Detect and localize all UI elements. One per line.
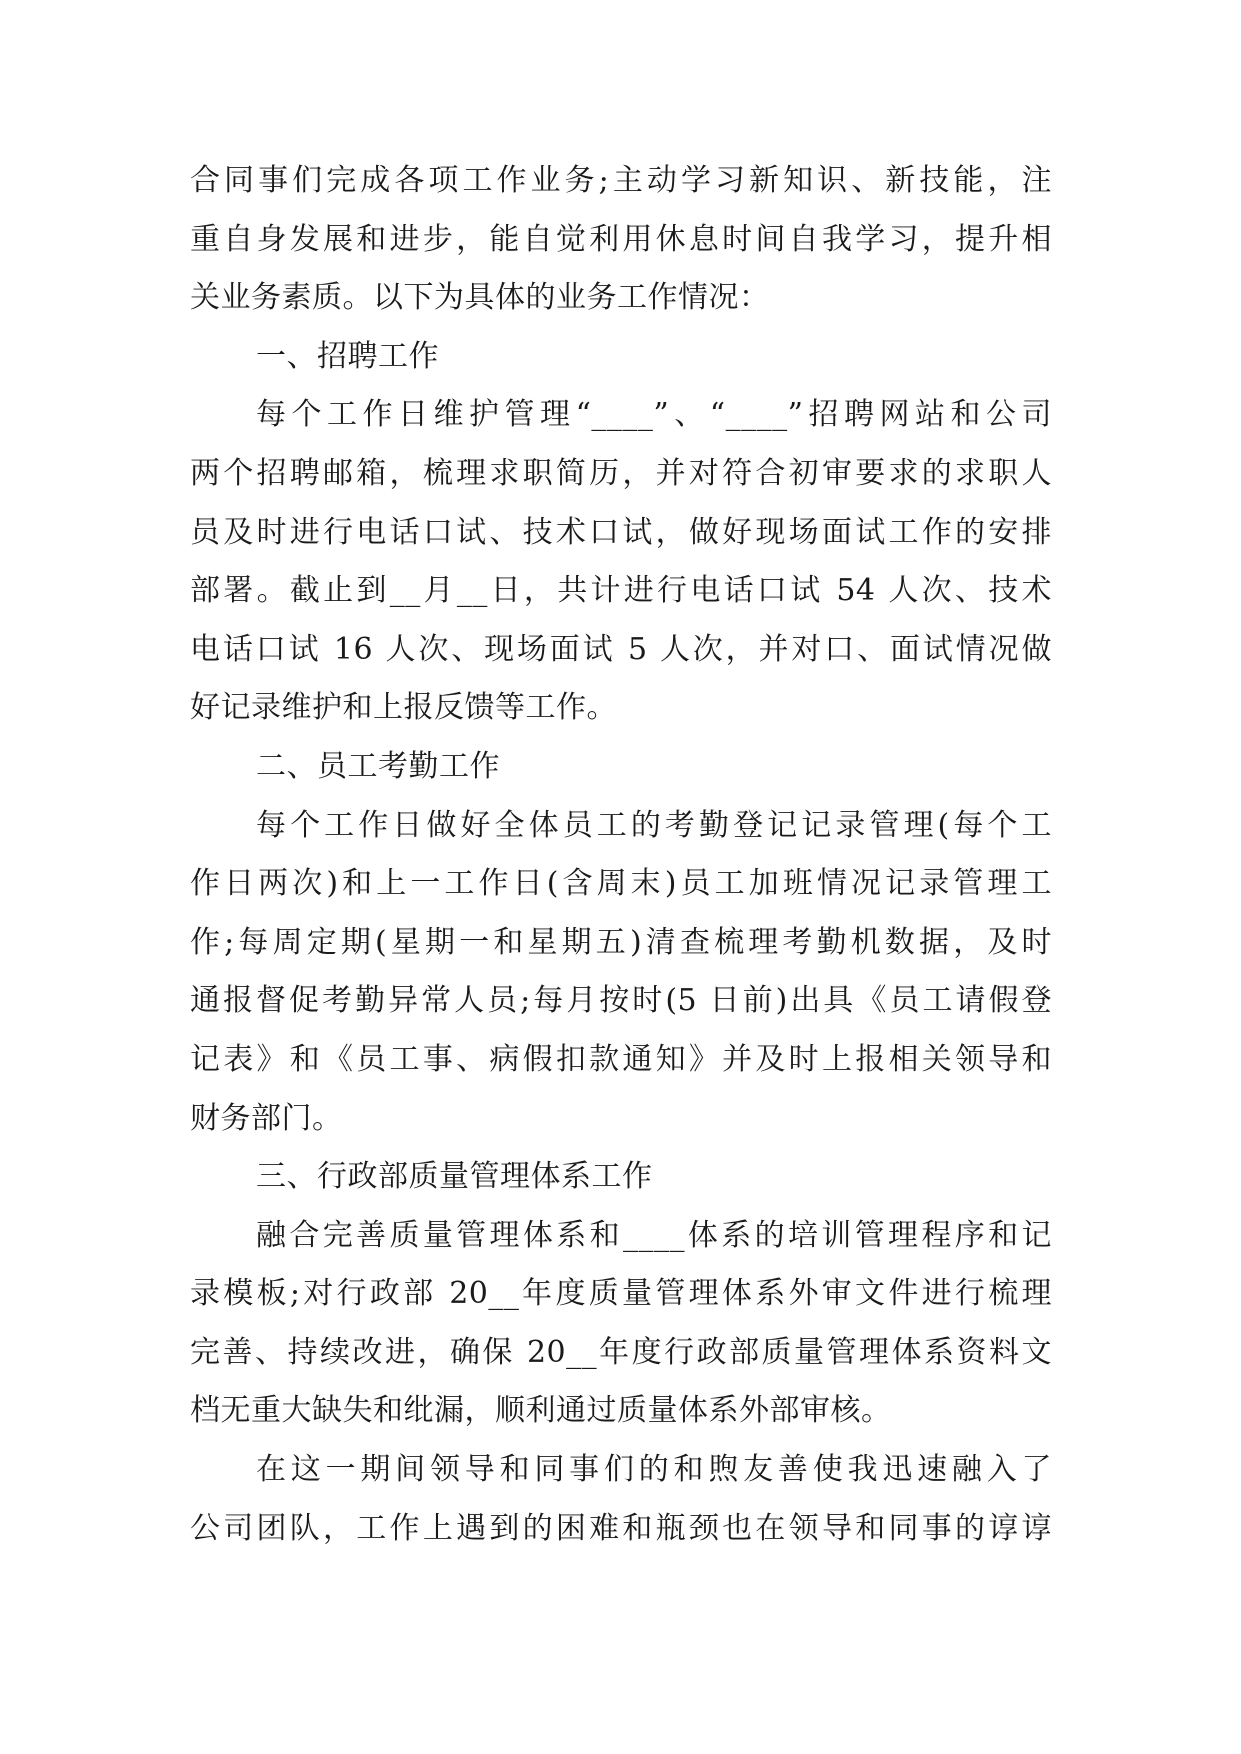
text-line: 每个工作日维护管理“____”、“____”招聘网站和公司: [256, 397, 1052, 433]
section-heading: 二、员工考勤工作: [256, 748, 500, 784]
text-line: 电话口试 16 人次、现场面试 5 人次，并对口、面试情况做: [190, 631, 1052, 667]
text-line: 好记录维护和上报反馈等工作。: [190, 690, 617, 726]
text-line: 两个招聘邮箱，梳理求职简历，并对符合初审要求的求职人: [190, 455, 1052, 491]
text-line: 合同事们完成各项工作业务;主动学习新知识、新技能，注: [190, 163, 1052, 198]
section-heading: 三、行政部质量管理体系工作: [256, 1159, 653, 1195]
text-line: 公司团队，工作上遇到的困难和瓶颈也在领导和同事的谆谆: [190, 1510, 1052, 1546]
text-line: 员及时进行电话口试、技术口试，做好现场面试工作的安排: [190, 514, 1052, 550]
text-line: 财务部门。: [190, 1100, 343, 1136]
text-line: 记表》和《员工事、病假扣款通知》并及时上报相关领导和: [190, 1041, 1052, 1077]
text-line: 在这一期间领导和同事们的和煦友善使我迅速融入了: [256, 1452, 1052, 1488]
text-line: 融合完善质量管理体系和____体系的培训管理程序和记: [256, 1217, 1052, 1253]
text-line: 关业务素质。以下为具体的业务工作情况：: [190, 280, 770, 316]
text-line: 通报督促考勤异常人员;每月按时(5 日前)出具《员工请假登: [190, 983, 1052, 1019]
text-line: 录模板;对行政部 20__年度质量管理体系外审文件进行梳理: [190, 1276, 1052, 1312]
text-line: 部署。截止到__月__日，共计进行电话口试 54 人次、技术: [190, 573, 1052, 609]
text-line: 每个工作日做好全体员工的考勤登记记录管理(每个工: [256, 807, 1052, 843]
document-page: [190, 152, 1052, 1558]
section-heading: 一、招聘工作: [256, 338, 439, 374]
text-line: 完善、持续改进，确保 20__年度行政部质量管理体系资料文: [190, 1334, 1052, 1370]
text-line: 作日两次)和上一工作日(含周末)员工加班情况记录管理工: [190, 866, 1052, 902]
text-line: 重自身发展和进步，能自觉利用休息时间自我学习，提升相: [190, 221, 1052, 257]
text-line: 档无重大缺失和纰漏，顺利通过质量体系外部审核。: [190, 1393, 892, 1429]
text-line: 作;每周定期(星期一和星期五)清查梳理考勤机数据，及时: [190, 924, 1052, 960]
